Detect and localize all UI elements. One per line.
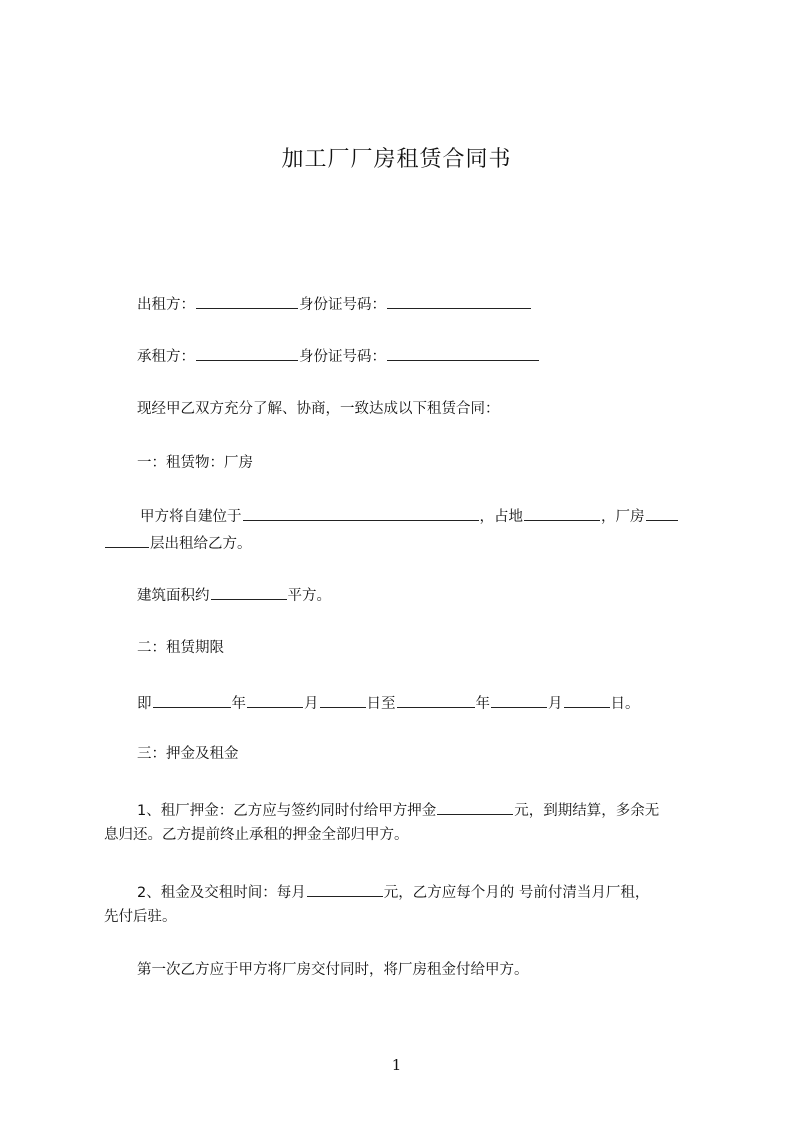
deposit-text-cont: 元，到期结算，多余无 <box>514 803 660 819</box>
term-prefix: 即 <box>137 696 152 712</box>
building-area-line <box>137 585 331 605</box>
lessee-name-blank <box>196 346 298 361</box>
start-day-label: 日至 <box>366 696 396 712</box>
land-area-blank <box>524 506 600 521</box>
start-day-blank <box>320 693 366 708</box>
lessor-id-blank <box>387 294 531 309</box>
start-year-label: 年 <box>231 696 246 712</box>
section3-heading: 三：押金及租金 <box>137 746 239 762</box>
start-month-blank <box>247 693 303 708</box>
deposit-line-1 <box>137 800 659 820</box>
end-day-label: 日。 <box>610 696 640 712</box>
end-year-blank <box>397 693 475 708</box>
floors-text: 层出租给乙方。 <box>150 536 252 552</box>
floors-blank-b <box>105 533 149 548</box>
deposit-text: 1、租厂押金：乙方应与签约同时付给甲方押金 <box>137 803 437 819</box>
rent-line-1 <box>137 882 649 902</box>
end-month-blank <box>491 693 547 708</box>
page-number: 1 <box>391 1056 402 1074</box>
end-day-blank <box>564 693 610 708</box>
lessor-id-label: 身份证号码： <box>299 297 386 313</box>
lessee-line <box>137 346 540 366</box>
page-title: 加工厂厂房租赁合同书 <box>281 147 512 172</box>
building-area-text: 建筑面积约 <box>137 588 210 604</box>
end-month-label: 月 <box>548 696 563 712</box>
lessee-id-blank <box>387 346 539 361</box>
term-line <box>137 693 640 713</box>
first-payment-paragraph: 第一次乙方应于甲方将厂房交付同时，将厂房租金付给甲方。 <box>137 962 529 978</box>
lessor-name-blank <box>196 294 298 309</box>
lessee-label: 承租方： <box>137 349 195 365</box>
intro-paragraph: 现经甲乙双方充分了解、协商，一致达成以下租赁合同： <box>137 401 500 417</box>
lessor-line <box>137 294 532 314</box>
deposit-amount-blank <box>437 800 513 815</box>
floors-blank-a <box>646 506 678 521</box>
section1-floors-line <box>104 533 252 553</box>
lessee-id-label: 身份证号码： <box>299 349 386 365</box>
start-month-label: 月 <box>304 696 319 712</box>
section2-heading: 二：租赁期限 <box>137 640 224 656</box>
rent-text-cont: 元，乙方应每个月的 号前付清当月厂租， <box>383 885 650 901</box>
deposit-line-2: 息归还。乙方提前终止承租的押金全部归甲方。 <box>104 827 409 843</box>
start-year-blank <box>153 693 231 708</box>
factory-text: ，厂房 <box>601 509 645 525</box>
location-blank <box>243 506 479 521</box>
end-year-label: 年 <box>475 696 490 712</box>
building-area-blank <box>211 585 287 600</box>
location-text: 甲方将自建位于 <box>140 509 242 525</box>
section1-location-line <box>140 506 679 526</box>
rent-line-2: 先付后驻。 <box>104 909 177 925</box>
building-area-unit: 平方。 <box>287 588 331 604</box>
section1-heading: 一：租赁物：厂房 <box>137 455 253 471</box>
lessor-label: 出租方： <box>137 297 195 313</box>
land-area-text: ，占地 <box>479 509 523 525</box>
rent-amount-blank <box>307 882 383 897</box>
rent-text: 2、租金及交租时间：每月 <box>137 885 306 901</box>
